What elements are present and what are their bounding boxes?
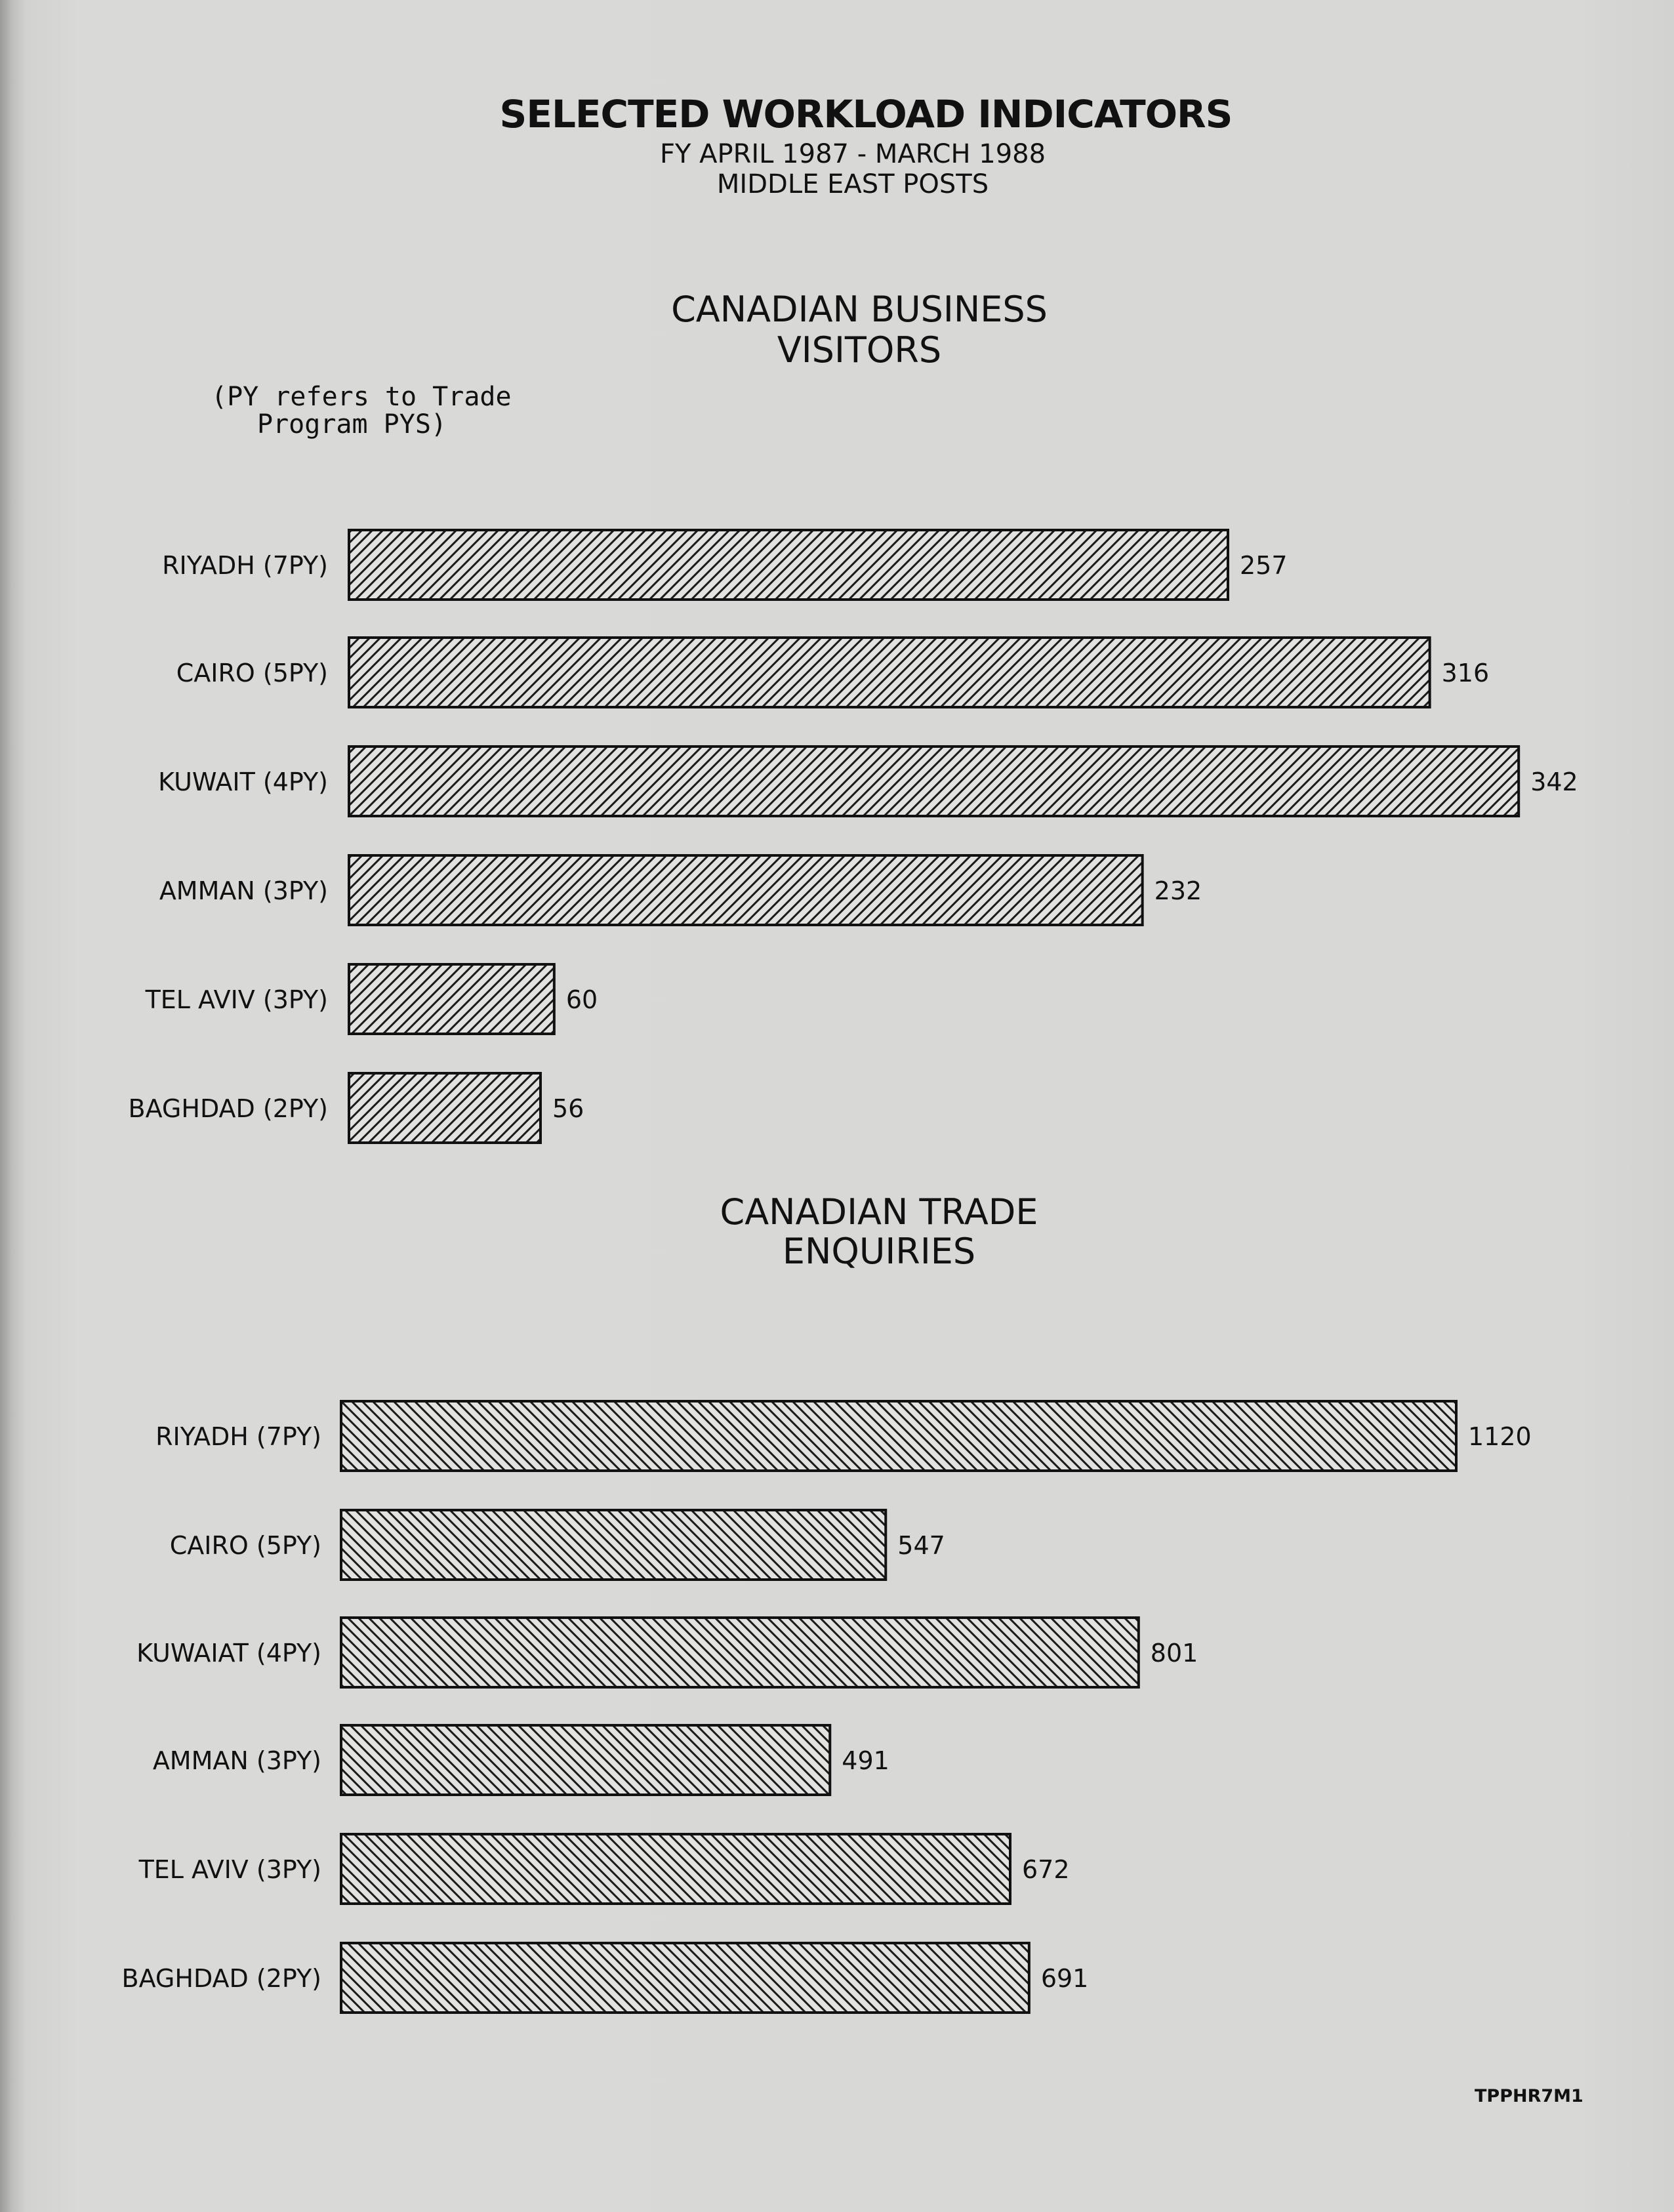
enquiries-chart-title-line1: CANADIAN TRADE: [720, 1191, 1038, 1233]
enquiries-label-baghdad: BAGHDAD (2PY): [121, 1964, 321, 1993]
page-title: SELECTED WORKLOAD INDICATORS: [499, 92, 1233, 136]
visitors-value-tel: 60: [565, 985, 598, 1014]
visitors-bar-tel: [349, 964, 554, 1034]
enquiries-bar-amman: [341, 1725, 830, 1795]
enquiries-chart-title-line2: ENQUIRIES: [782, 1231, 976, 1272]
business-visitors-chart: [129, 530, 1578, 1143]
document-code: TPPHR7M1: [1475, 2086, 1583, 2106]
visitors-label-baghdad: BAGHDAD (2PY): [128, 1094, 328, 1123]
visitors-bar-kuwait: [349, 747, 1519, 816]
visitors-label-tel: TEL AVIV (3PY): [145, 985, 328, 1014]
enquiries-label-cairo: CAIRO (5PY): [169, 1531, 321, 1560]
enquiries-label-amman: AMMAN (3PY): [152, 1746, 321, 1775]
enquiries-value-tel: 672: [1022, 1855, 1070, 1884]
visitors-value-baghdad: 56: [552, 1094, 584, 1123]
enquiries-bar-cairo: [341, 1510, 886, 1580]
visitors-label-riyadh: RIYADH (7PY): [162, 551, 328, 580]
py-note-line2: Program PYS): [257, 409, 447, 440]
visitors-value-amman: 232: [1154, 876, 1202, 905]
enquiries-label-tel: TEL AVIV (3PY): [138, 1855, 321, 1884]
visitors-value-cairo: 316: [1441, 659, 1490, 687]
visitors-value-riyadh: 257: [1240, 551, 1288, 580]
enquiries-value-amman: 491: [842, 1746, 889, 1775]
enquiries-value-kuwaiat: 801: [1150, 1639, 1198, 1668]
visitors-chart-title-line2: VISITORS: [777, 329, 942, 371]
fiscal-year-subtitle: FY APRIL 1987 - MARCH 1988: [659, 139, 1046, 169]
enquiries-bar-riyadh: [341, 1401, 1456, 1471]
enquiries-bar-baghdad: [341, 1943, 1029, 2013]
visitors-label-cairo: CAIRO (5PY): [176, 659, 328, 687]
enquiries-value-baghdad: 691: [1040, 1964, 1089, 1993]
visitors-bar-baghdad: [349, 1073, 541, 1143]
region-subtitle: MIDDLE EAST POSTS: [716, 169, 989, 199]
visitors-bar-cairo: [349, 638, 1430, 707]
enquiries-bar-kuwaiat: [341, 1618, 1139, 1687]
enquiries-value-riyadh: 1120: [1468, 1422, 1532, 1451]
enquiries-label-kuwaiat: KUWAIAT (4PY): [136, 1639, 321, 1668]
visitors-label-amman: AMMAN (3PY): [159, 876, 328, 905]
visitors-chart-title-line1: CANADIAN BUSINESS: [671, 289, 1048, 330]
visitors-label-kuwait: KUWAIT (4PY): [158, 768, 328, 796]
enquiries-value-cairo: 547: [897, 1531, 945, 1560]
visitors-bar-amman: [349, 855, 1143, 925]
py-note-line1: (PY refers to Trade: [211, 382, 512, 412]
enquiries-label-riyadh: RIYADH (7PY): [155, 1422, 321, 1451]
trade-enquiries-chart: [122, 1401, 1532, 2013]
visitors-value-kuwait: 342: [1530, 768, 1578, 796]
visitors-bar-riyadh: [349, 530, 1228, 600]
enquiries-bar-tel: [341, 1834, 1010, 1904]
